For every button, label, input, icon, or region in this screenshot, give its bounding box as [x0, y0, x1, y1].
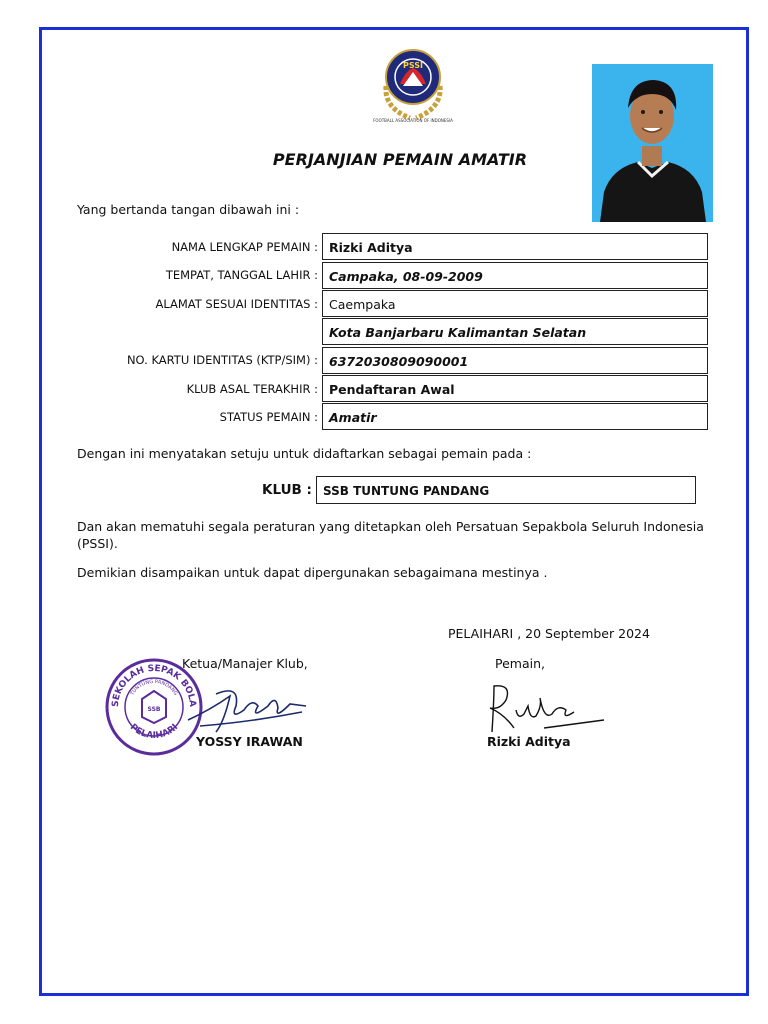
- intro-text: Yang bertanda tangan dibawah ini :: [77, 202, 300, 217]
- place-date: PELAIHARI , 20 September 2024: [448, 626, 650, 641]
- value-nama: Rizki Aditya: [322, 233, 708, 260]
- left-signer-role: Ketua/Manajer Klub,: [182, 656, 308, 671]
- logo-text: PSSI: [402, 61, 424, 70]
- closing-text: Demikian disampaikan untuk dapat dipergunakan sebagaimana mestinya .: [77, 565, 548, 580]
- right-signature: [484, 680, 608, 738]
- value-alamat-line2: Kota Banjarbaru Kalimantan Selatan: [322, 318, 708, 345]
- label-nama: NAMA LENGKAP PEMAIN :: [171, 240, 318, 254]
- value-klub-asal: Pendaftaran Awal: [322, 375, 708, 402]
- value-alamat-line1: Caempaka: [322, 290, 708, 317]
- value-tempat-tanggal-lahir: Campaka, 08-09-2009: [322, 262, 708, 289]
- stamp-bottom-text: PELAIHARI: [127, 722, 181, 742]
- logo-ring-text: FOOTBALL ASSOCIATION OF INDONESIA: [373, 118, 453, 123]
- label-klub-asal: KLUB ASAL TERAKHIR :: [186, 382, 318, 396]
- player-photo: [592, 64, 713, 222]
- stamp-center-text: SSB: [147, 706, 161, 713]
- klub-value: SSB TUNTUNG PANDANG: [316, 476, 696, 504]
- left-signature: [180, 676, 310, 736]
- logo-ring-text: [373, 118, 453, 123]
- label-status-pemain: STATUS PEMAIN :: [219, 410, 318, 424]
- svg-text:TUNTUNG PANDANG: [129, 679, 179, 698]
- document-title: PERJANJIAN PEMAIN AMATIR: [272, 150, 528, 169]
- label-alamat: ALAMAT SESUAI IDENTITAS :: [155, 297, 318, 311]
- svg-text:PELAIHARI: [128, 722, 180, 741]
- left-signer-name: YOSSY IRAWAN: [196, 734, 303, 749]
- label-tempat-tanggal-lahir: TEMPAT, TANGGAL LAHIR :: [165, 268, 318, 282]
- value-status-pemain: Amatir: [322, 403, 708, 430]
- right-signer-name: Rizki Aditya: [487, 734, 571, 749]
- right-signer-role: Pemain,: [495, 656, 545, 671]
- pssi-logo: [372, 42, 454, 124]
- compliance-text: Dan akan mematuhi segala peraturan yang ditetapkan oleh Persatuan Sepakbola Seluruh Indonesia (PSSI).: [77, 519, 704, 551]
- agreement-text: Dengan ini menyatakan setuju untuk didaftarkan sebagai pemain pada :: [77, 446, 532, 461]
- value-no-kartu-identitas: 6372030809090001: [322, 347, 708, 374]
- stamp-top-text: SEKOLAH SEPAK BOLA: [110, 663, 198, 708]
- label-no-kartu-identitas: NO. KARTU IDENTITAS (KTP/SIM) :: [126, 353, 318, 367]
- klub-label: KLUB :: [262, 482, 312, 498]
- stamp-inner-text: TUNTUNG PANDANG: [129, 678, 179, 697]
